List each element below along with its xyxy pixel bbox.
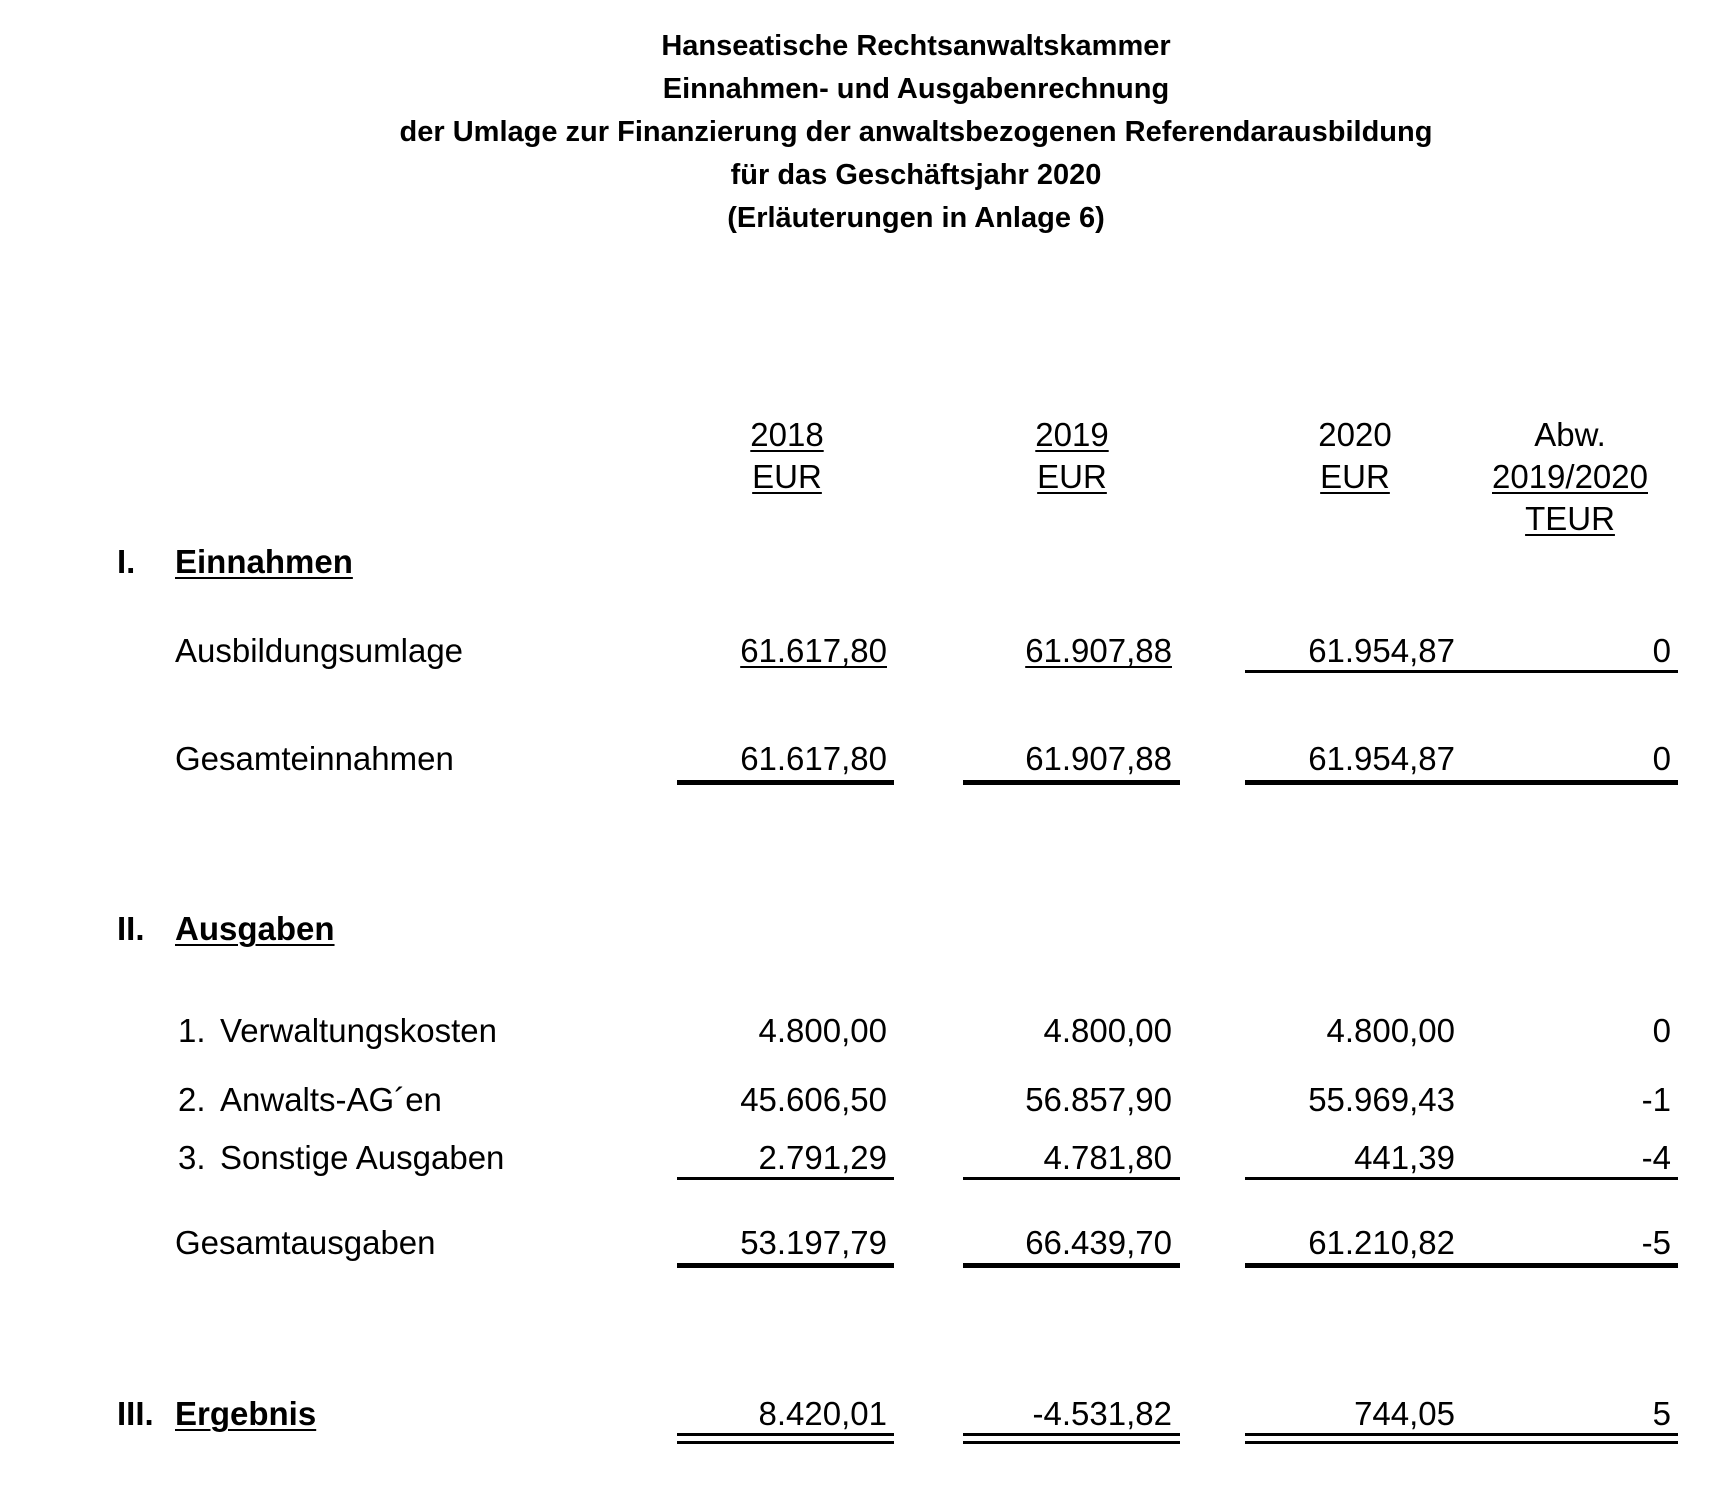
cell-2019: 4.781,80 [1043, 1139, 1172, 1176]
section-title-ergebnis: Ergebnis [175, 1395, 317, 1432]
cell-deviation: -5 [1641, 1224, 1671, 1261]
column-header-year: 2018 [750, 416, 824, 453]
cell-2020: 744,05 [1354, 1395, 1455, 1432]
cell-deviation: 0 [1652, 632, 1671, 669]
column-header-2020 [1295, 414, 1415, 498]
total-underline-2018 [677, 1263, 894, 1268]
section-numeral-einnahmen: I. [117, 543, 136, 580]
double-underline-2020-top [1245, 1433, 1678, 1436]
cell-deviation: 0 [1652, 740, 1671, 777]
cell-2018: 4.800,00 [758, 1012, 887, 1049]
row-number: 2. [178, 1081, 206, 1118]
column-header-deviation [1470, 414, 1670, 540]
title-line-2: Einnahmen- und Ausgabenrechnung [662, 73, 1170, 105]
document-title [0, 25, 1717, 240]
title-line-3: der Umlage zur Finanzierung der anwaltsbezogenen Referendarausbildung [399, 116, 1433, 148]
double-underline-2018-top [677, 1433, 894, 1436]
column-header-year: 2020 [1318, 416, 1392, 453]
cell-2018: 53.197,79 [740, 1224, 887, 1261]
row-number: 1. [178, 1012, 206, 1049]
cell-2020: 61.210,82 [1308, 1224, 1455, 1261]
cell-2019: 56.857,90 [1025, 1081, 1172, 1118]
cell-2019: 61.907,88 [1025, 632, 1172, 669]
section-title-ausgaben: Ausgaben [175, 910, 335, 947]
row-label: Gesamteinnahmen [175, 740, 454, 777]
row-label: Gesamtausgaben [175, 1224, 436, 1261]
total-underline-2020 [1245, 1263, 1678, 1268]
title-line-5: (Erläuterungen in Anlage 6) [727, 202, 1105, 234]
cell-deviation: 5 [1652, 1395, 1671, 1432]
cell-deviation: -1 [1641, 1081, 1671, 1118]
title-line-1: Hanseatische Rechtsanwaltskammer [661, 30, 1171, 62]
cell-deviation: -4 [1641, 1139, 1671, 1176]
row-label: Sonstige Ausgaben [220, 1139, 505, 1176]
column-header-2019 [1012, 414, 1132, 498]
column-header-teur: TEUR [1525, 500, 1615, 537]
total-underline-2018 [677, 780, 894, 785]
cell-2019: 66.439,70 [1025, 1224, 1172, 1261]
section-numeral-ausgaben: II. [117, 910, 145, 947]
total-underline-2019 [963, 1263, 1180, 1268]
cell-2020: 4.800,00 [1326, 1012, 1455, 1049]
column-header-year: 2019 [1035, 416, 1109, 453]
subtotal-underline-2019 [963, 1177, 1180, 1180]
subtotal-underline-2018 [677, 1177, 894, 1180]
cell-2020: 61.954,87 [1308, 632, 1455, 669]
double-underline-2019-top [963, 1433, 1180, 1436]
row-label: Anwalts-AG´en [220, 1081, 442, 1118]
section-title-einnahmen: Einnahmen [175, 543, 353, 580]
column-header-period: 2019/2020 [1492, 458, 1648, 495]
cell-2018: 61.617,80 [740, 632, 887, 669]
double-underline-2019-bottom [963, 1441, 1180, 1444]
cell-2019: 4.800,00 [1043, 1012, 1172, 1049]
underline-2020-deviation [1245, 670, 1678, 673]
column-header-abw: Abw. [1534, 416, 1606, 453]
subtotal-underline-2020 [1245, 1177, 1678, 1180]
title-line-4: für das Geschäftsjahr 2020 [730, 159, 1102, 191]
cell-deviation: 0 [1652, 1012, 1671, 1049]
column-header-unit: EUR [1037, 458, 1107, 495]
cell-2020: 55.969,43 [1308, 1081, 1455, 1118]
cell-2018: 2.791,29 [758, 1139, 887, 1176]
row-label: Verwaltungskosten [220, 1012, 498, 1049]
double-underline-2020-bottom [1245, 1441, 1678, 1444]
total-underline-2019 [963, 780, 1180, 785]
row-number: 3. [178, 1139, 206, 1176]
column-header-unit: EUR [1320, 458, 1390, 495]
cell-2018: 45.606,50 [740, 1081, 887, 1118]
cell-2020: 61.954,87 [1308, 740, 1455, 777]
cell-2018: 61.617,80 [740, 740, 887, 777]
cell-2018: 8.420,01 [758, 1395, 887, 1432]
total-underline-2020 [1245, 780, 1678, 785]
double-underline-2018-bottom [677, 1441, 894, 1444]
column-header-unit: EUR [752, 458, 822, 495]
row-label: Ausbildungsumlage [175, 632, 464, 669]
cell-2019: -4.531,82 [1032, 1395, 1172, 1432]
column-header-2018 [727, 414, 847, 498]
cell-2020: 441,39 [1354, 1139, 1455, 1176]
section-numeral-ergebnis: III. [117, 1395, 154, 1432]
cell-2019: 61.907,88 [1025, 740, 1172, 777]
